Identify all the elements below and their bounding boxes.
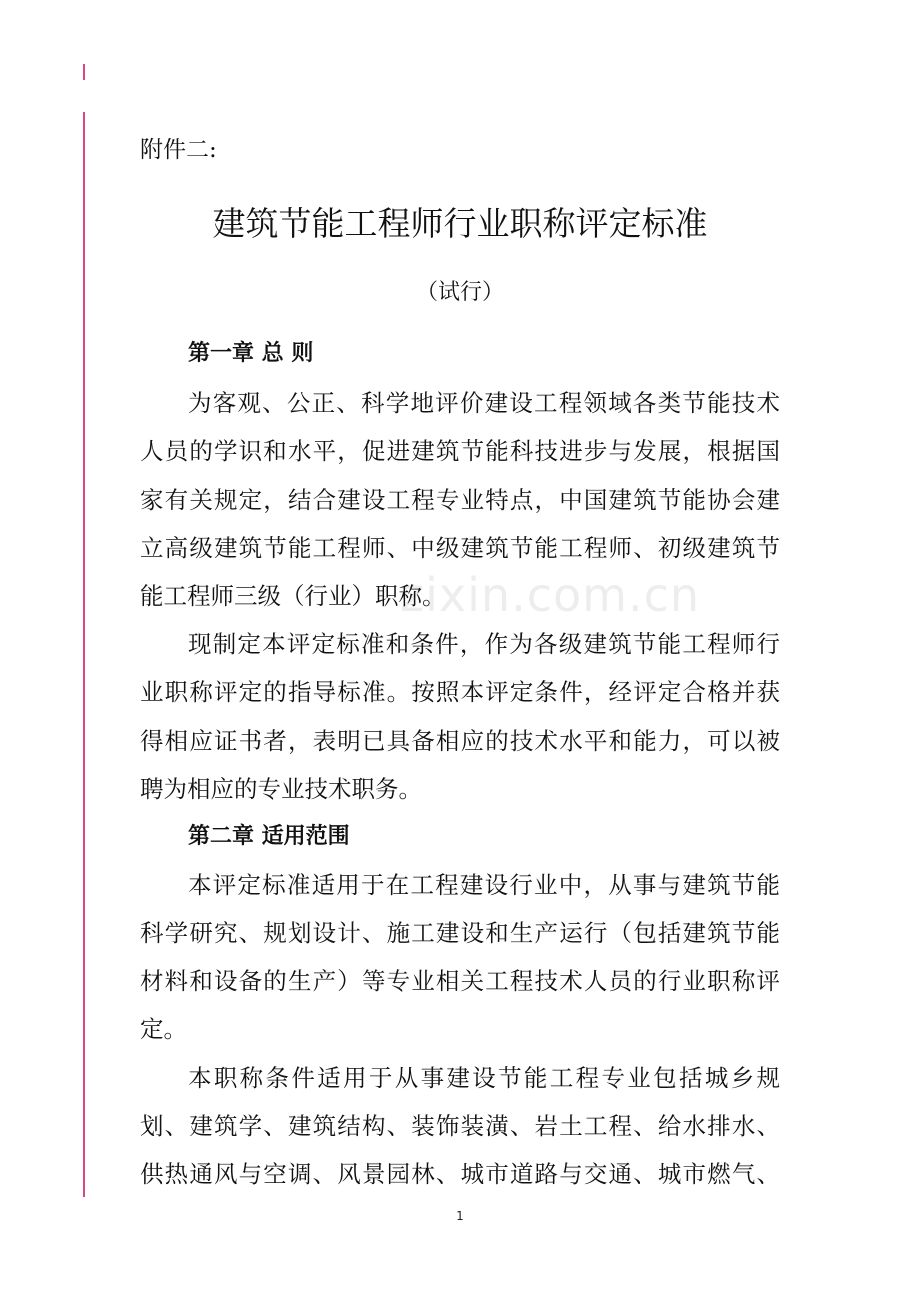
- margin-tick-mark: [83, 64, 85, 80]
- paragraph-line: 本评定标准适用于在工程建设行业中，从事与建筑节能: [188, 871, 780, 899]
- paragraph-line: 业职称评定的指导标准。按照本评定条件，经评定合格并获: [140, 678, 780, 706]
- document-subtitle: （试行）: [415, 280, 504, 305]
- chapter-2-heading: 第二章 适用范围: [188, 824, 350, 849]
- paragraph-line: 科学研究、规划设计、施工建设和生产运行（包括建筑节能: [140, 919, 780, 947]
- chapter-1-heading: 第一章 总 则: [188, 341, 314, 366]
- paragraph-line: 定。: [140, 1015, 187, 1043]
- paragraph-line: 供热通风与空调、风景园林、城市道路与交通、城市燃气、: [140, 1160, 780, 1188]
- paragraph-line: 本职称条件适用于从事建设节能工程专业包括城乡规: [188, 1064, 780, 1092]
- paragraph-line: 聘为相应的专业技术职务。: [140, 775, 422, 803]
- attachment-label: 附件二:: [140, 137, 217, 163]
- watermark: zixin.com.cn: [400, 568, 701, 622]
- page-number: 1: [456, 1209, 464, 1223]
- paragraph-line: 能工程师三级（行业）职称。: [140, 582, 446, 610]
- paragraph-line: 人员的学识和水平，促进建筑节能科技进步与发展，根据国: [140, 437, 780, 465]
- paragraph-line: 立高级建筑节能工程师、中级建筑节能工程师、初级建筑节: [140, 534, 780, 562]
- paragraph-line: 得相应证书者，表明已具备相应的技术水平和能力，可以被: [140, 727, 780, 755]
- document-title: 建筑节能工程师行业职称评定标准: [212, 204, 708, 243]
- paragraph-line: 现制定本评定标准和条件，作为各级建筑节能工程师行: [188, 630, 780, 658]
- paragraph-line: 家有关规定，结合建设工程专业特点，中国建筑节能协会建: [140, 486, 780, 514]
- paragraph-line: 为客观、公正、科学地评价建设工程领域各类节能技术: [188, 389, 780, 417]
- paragraph-line: 材料和设备的生产）等专业相关工程技术人员的行业职称评: [140, 967, 780, 995]
- margin-line: [83, 112, 85, 1197]
- paragraph-line: 划、建筑学、建筑结构、装饰装潢、岩土工程、给水排水、: [140, 1112, 780, 1140]
